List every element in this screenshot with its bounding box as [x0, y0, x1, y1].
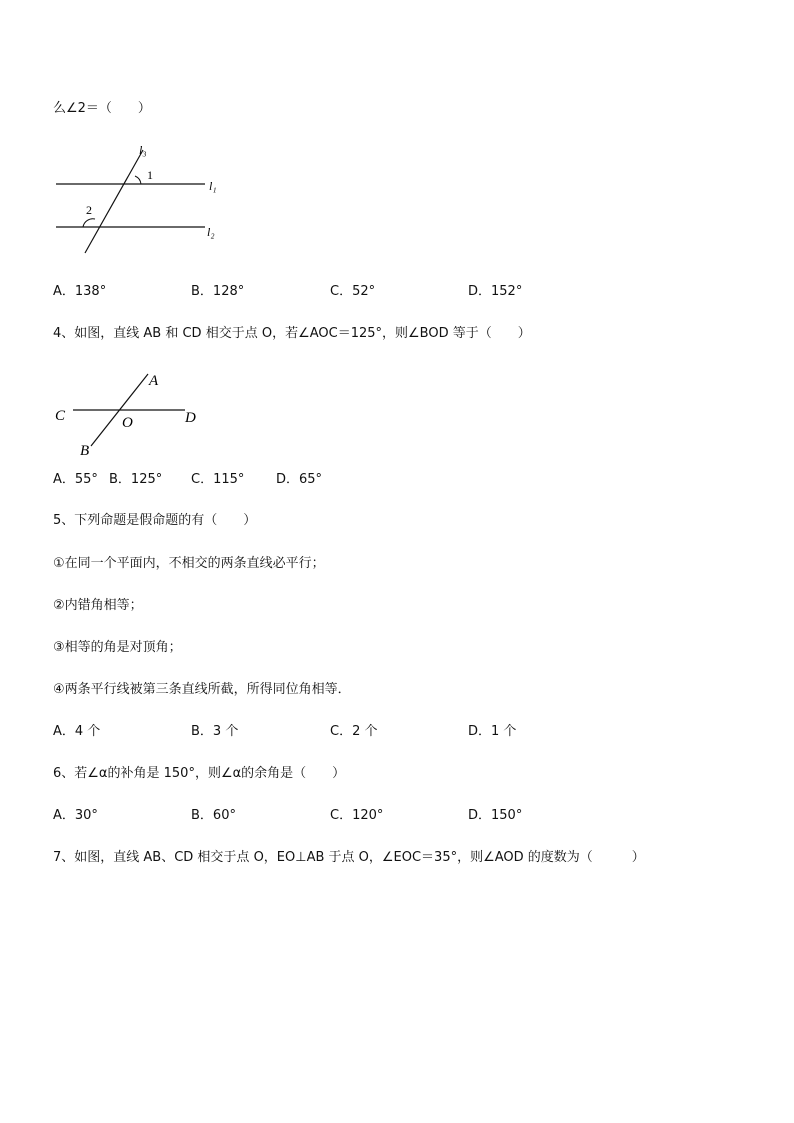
q3-option-a: A．138° — [53, 284, 107, 299]
q5-option-a: A．4 个 — [53, 724, 101, 739]
label-a: A — [149, 373, 159, 389]
label-c: C — [55, 408, 66, 424]
q5-statement-2: ②内错角相等； — [53, 598, 143, 613]
q3-option-b: B．128° — [191, 284, 245, 299]
q4-option-c: C．115° — [191, 472, 245, 487]
angle-2-arc — [83, 219, 95, 227]
q5-statement-1: ①在同一个平面内，不相交的两条直线必平行； — [53, 556, 325, 571]
q4-intersecting-lines-figure — [53, 368, 213, 463]
label-angle-1: 1 — [147, 168, 153, 182]
q6-option-b: B．60° — [191, 808, 236, 823]
q4-stem: 4、如图，直线 AB 和 CD 相交于点 O，若∠AOC＝125°，则∠BOD 等于（ ） — [53, 326, 531, 341]
label-l1: l₁ — [209, 179, 217, 193]
q5-option-d: D．1 个 — [468, 724, 517, 739]
q3-option-c: C．52° — [330, 284, 376, 299]
label-o: O — [122, 415, 133, 431]
q6-option-d: D．150° — [468, 808, 523, 823]
q3-parallel-lines-figure — [53, 140, 253, 250]
label-l3: l₃ — [139, 143, 147, 157]
label-d: D — [185, 410, 196, 426]
angle-1-arc — [135, 176, 141, 184]
q5-option-c: C．2 个 — [330, 724, 378, 739]
q3-option-d: D．152° — [468, 284, 523, 299]
q4-option-d: D．65° — [276, 472, 323, 487]
q6-stem: 6、若∠α的补角是 150°，则∠α的余角是（ ） — [53, 766, 346, 781]
label-l2: l₂ — [207, 225, 215, 239]
q3-stem: 么∠2＝（ ） — [53, 101, 151, 116]
q6-option-c: C．120° — [330, 808, 384, 823]
label-b: B — [80, 443, 90, 459]
q4-option-b: B．125° — [109, 472, 163, 487]
label-angle-2: 2 — [86, 203, 92, 217]
q4-option-a: A．55° — [53, 472, 98, 487]
q5-option-b: B．3 个 — [191, 724, 239, 739]
line-l3 — [85, 150, 143, 253]
q5-stem: 5、下列命题是假命题的有（ ） — [53, 513, 257, 528]
q7-stem: 7、如图，直线 AB、CD 相交于点 O，EO⊥AB 于点 O，∠EOC＝35°，则∠AOD 的度数为（ ） — [53, 850, 645, 865]
q5-statement-3: ③相等的角是对顶角； — [53, 640, 182, 655]
q6-option-a: A．30° — [53, 808, 98, 823]
q5-statement-4: ④两条平行线被第三条直线所截，所得同位角相等． — [53, 682, 351, 697]
